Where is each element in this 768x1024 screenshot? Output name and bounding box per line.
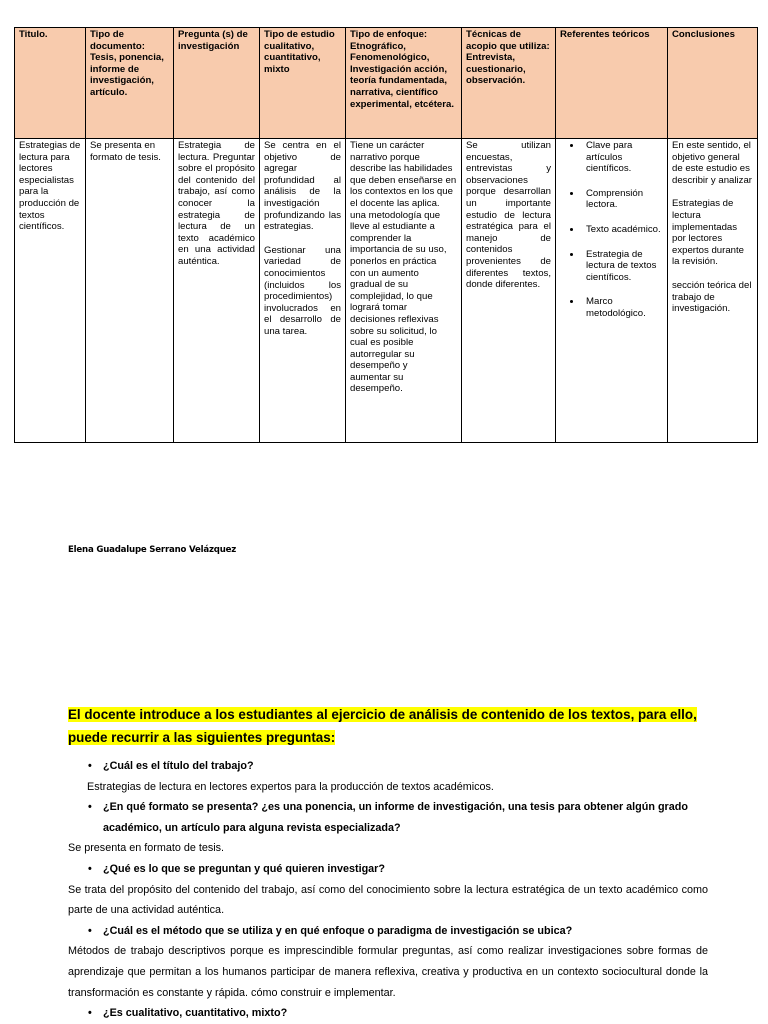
- header-conclusiones: Conclusiones: [668, 28, 758, 139]
- cell-tipo-documento: [86, 139, 174, 443]
- intro-paragraph: [68, 703, 708, 749]
- cell-tipo-enfoque-p1: Tiene un carácter narrativo porque describe las habilidades que deben enseñarse en los contextos en los que el docente las aplica. una metodología que lleve al estudiante a comprender la importancia de su uso,: [350, 140, 457, 256]
- question-title-text: ¿Cuál es el título del trabajo?: [103, 760, 254, 772]
- bullet-icon: •: [88, 760, 92, 772]
- bullet-icon: •: [88, 862, 92, 875]
- intro-highlight: El docente introduce a los estudiantes al ejercicio de análisis de contenido de los textos, para ello, puede recurrir a las siguientes preguntas:: [68, 707, 697, 745]
- table-header-row: [15, 28, 758, 139]
- cell-tecnicas: [462, 139, 556, 443]
- answer-method: Métodos de trabajo descriptivos porque es imprescindible formular preguntas, así como realizar investigaciones sobre formas de aprendizaje que permitan a los humanos participar de manera reflexiva, creativa y productiva en un contexto sociocultural donde la transformación es constante y rápida. cómo construir e implementar.: [68, 945, 708, 999]
- question-purpose-text: ¿Qué es lo que se preguntan y qué quieren investigar?: [103, 862, 385, 875]
- question-study-type: [68, 1003, 708, 1024]
- referente-item: • Estrategia de lectura de textos científicos.: [582, 249, 663, 284]
- cell-tipo-enfoque-p2: ponerlos en práctica con un aumento gradual de su complejidad, lo que logrará tomar decisiones reflexivas sobre su solicitud, lo cual es posible autorregular su desempeño y aumentar su desempeño.: [350, 255, 439, 395]
- question-method-text: ¿Cuál es el método que se utiliza y en qué enfoque o paradigma de investigación se ubica?: [103, 924, 573, 937]
- cell-conclusiones: [668, 139, 758, 443]
- bullet-icon: •: [88, 801, 92, 814]
- bullet-icon: •: [88, 924, 92, 937]
- cell-tipo-estudio-p2: Gestionar una variedad de conocimientos (incluidos los procedimientos) involucrados en el desarrollo de una tarea.: [264, 244, 341, 337]
- header-pregunta: Pregunta (s) de investigación: [174, 28, 260, 139]
- questions-section: [68, 756, 708, 1024]
- analysis-table: [14, 27, 758, 443]
- cell-referentes: [556, 139, 668, 443]
- referente-item: • Comprensión lectora.: [582, 188, 663, 211]
- cell-pregunta: [174, 139, 260, 443]
- answer-purpose: Se trata del propósito del contenido del trabajo, así como del conocimiento sobre la lectura estratégica de un texto académico como parte de una actividad auténtica.: [68, 883, 708, 917]
- header-referentes: Referentes teóricos: [556, 28, 668, 139]
- cell-tecnicas-text: Se utilizan encuestas, entrevistas y observaciones porque desarrollan un importante estudio de lectura estratégica para el manejo de contenidos provenientes de diferentes textos, donde diferentes.: [466, 140, 551, 291]
- bullet-icon: •: [88, 1007, 92, 1020]
- question-purpose: [68, 859, 708, 880]
- header-tipo-estudio: Tipo de estudio cualitativo, cuantitativo, mixto: [260, 28, 346, 139]
- question-method: [68, 921, 708, 942]
- referentes-list: [560, 140, 663, 320]
- cell-pregunta-text: Estrategia de lectura. Preguntar sobre el propósito del contenido del trabajo, así como conocer la estrategia de lectura de un texto académico en una actividad auténtica.: [178, 140, 255, 267]
- question-format-text: ¿En qué formato se presenta? ¿es una ponencia, un informe de investigación, una tesis para obtener algún grado académico, un artículo para alguna revista especializada?: [103, 801, 688, 834]
- referente-item: • Clave para artículos científicos.: [582, 140, 663, 175]
- header-tipo-documento: Tipo de documento: Tesis, ponencia, informe de investigación, artículo.: [86, 28, 174, 139]
- question-title: [68, 756, 708, 777]
- question-study-type-text: ¿Es cualitativo, cuantitativo, mixto?: [103, 1007, 288, 1020]
- cell-titulo-text: Estrategias de lectura para lectores especialistas para la producción de textos científicos.: [19, 140, 81, 233]
- cell-tipo-estudio: [260, 139, 346, 443]
- table-row: [15, 139, 758, 443]
- cell-tipo-estudio-p1: Se centra en el objetivo de agregar profundidad al análisis de la investigación profundizando las estrategias.: [264, 140, 341, 233]
- referente-item: • Texto académico.: [582, 224, 663, 236]
- answer-title: Estrategias de lectura en lectores expertos para la producción de textos académicos.: [87, 780, 494, 793]
- cell-titulo: [15, 139, 86, 443]
- cell-tipo-documento-text: Se presenta en formato de tesis.: [90, 140, 161, 163]
- author-name: Elena Guadalupe Serrano Velázquez: [68, 545, 237, 555]
- cell-conclusiones-p3: sección teórica del trabajo de investigación.: [672, 279, 752, 315]
- question-format: [68, 797, 708, 838]
- header-tecnicas: Técnicas de acopio que utiliza: Entrevista, cuestionario, observación.: [462, 28, 556, 139]
- referente-item: • Marco metodológico.: [582, 296, 663, 319]
- cell-conclusiones-p1: En este sentido, el objetivo general de este estudio es describir y analizar: [672, 140, 752, 186]
- header-tipo-enfoque: Tipo de enfoque: Etnográfico, Fenomenológico, Investigación acción, teoría fundamentada, narrativa, científico experimental, etcétera.: [346, 28, 462, 139]
- answer-format: Se presenta en formato de tesis.: [68, 842, 225, 855]
- header-titulo: Titulo.: [15, 28, 86, 139]
- cell-tipo-enfoque: [346, 139, 462, 443]
- cell-conclusiones-p2: Estrategias de lectura implementadas por lectores expertos durante la revisión.: [672, 198, 744, 268]
